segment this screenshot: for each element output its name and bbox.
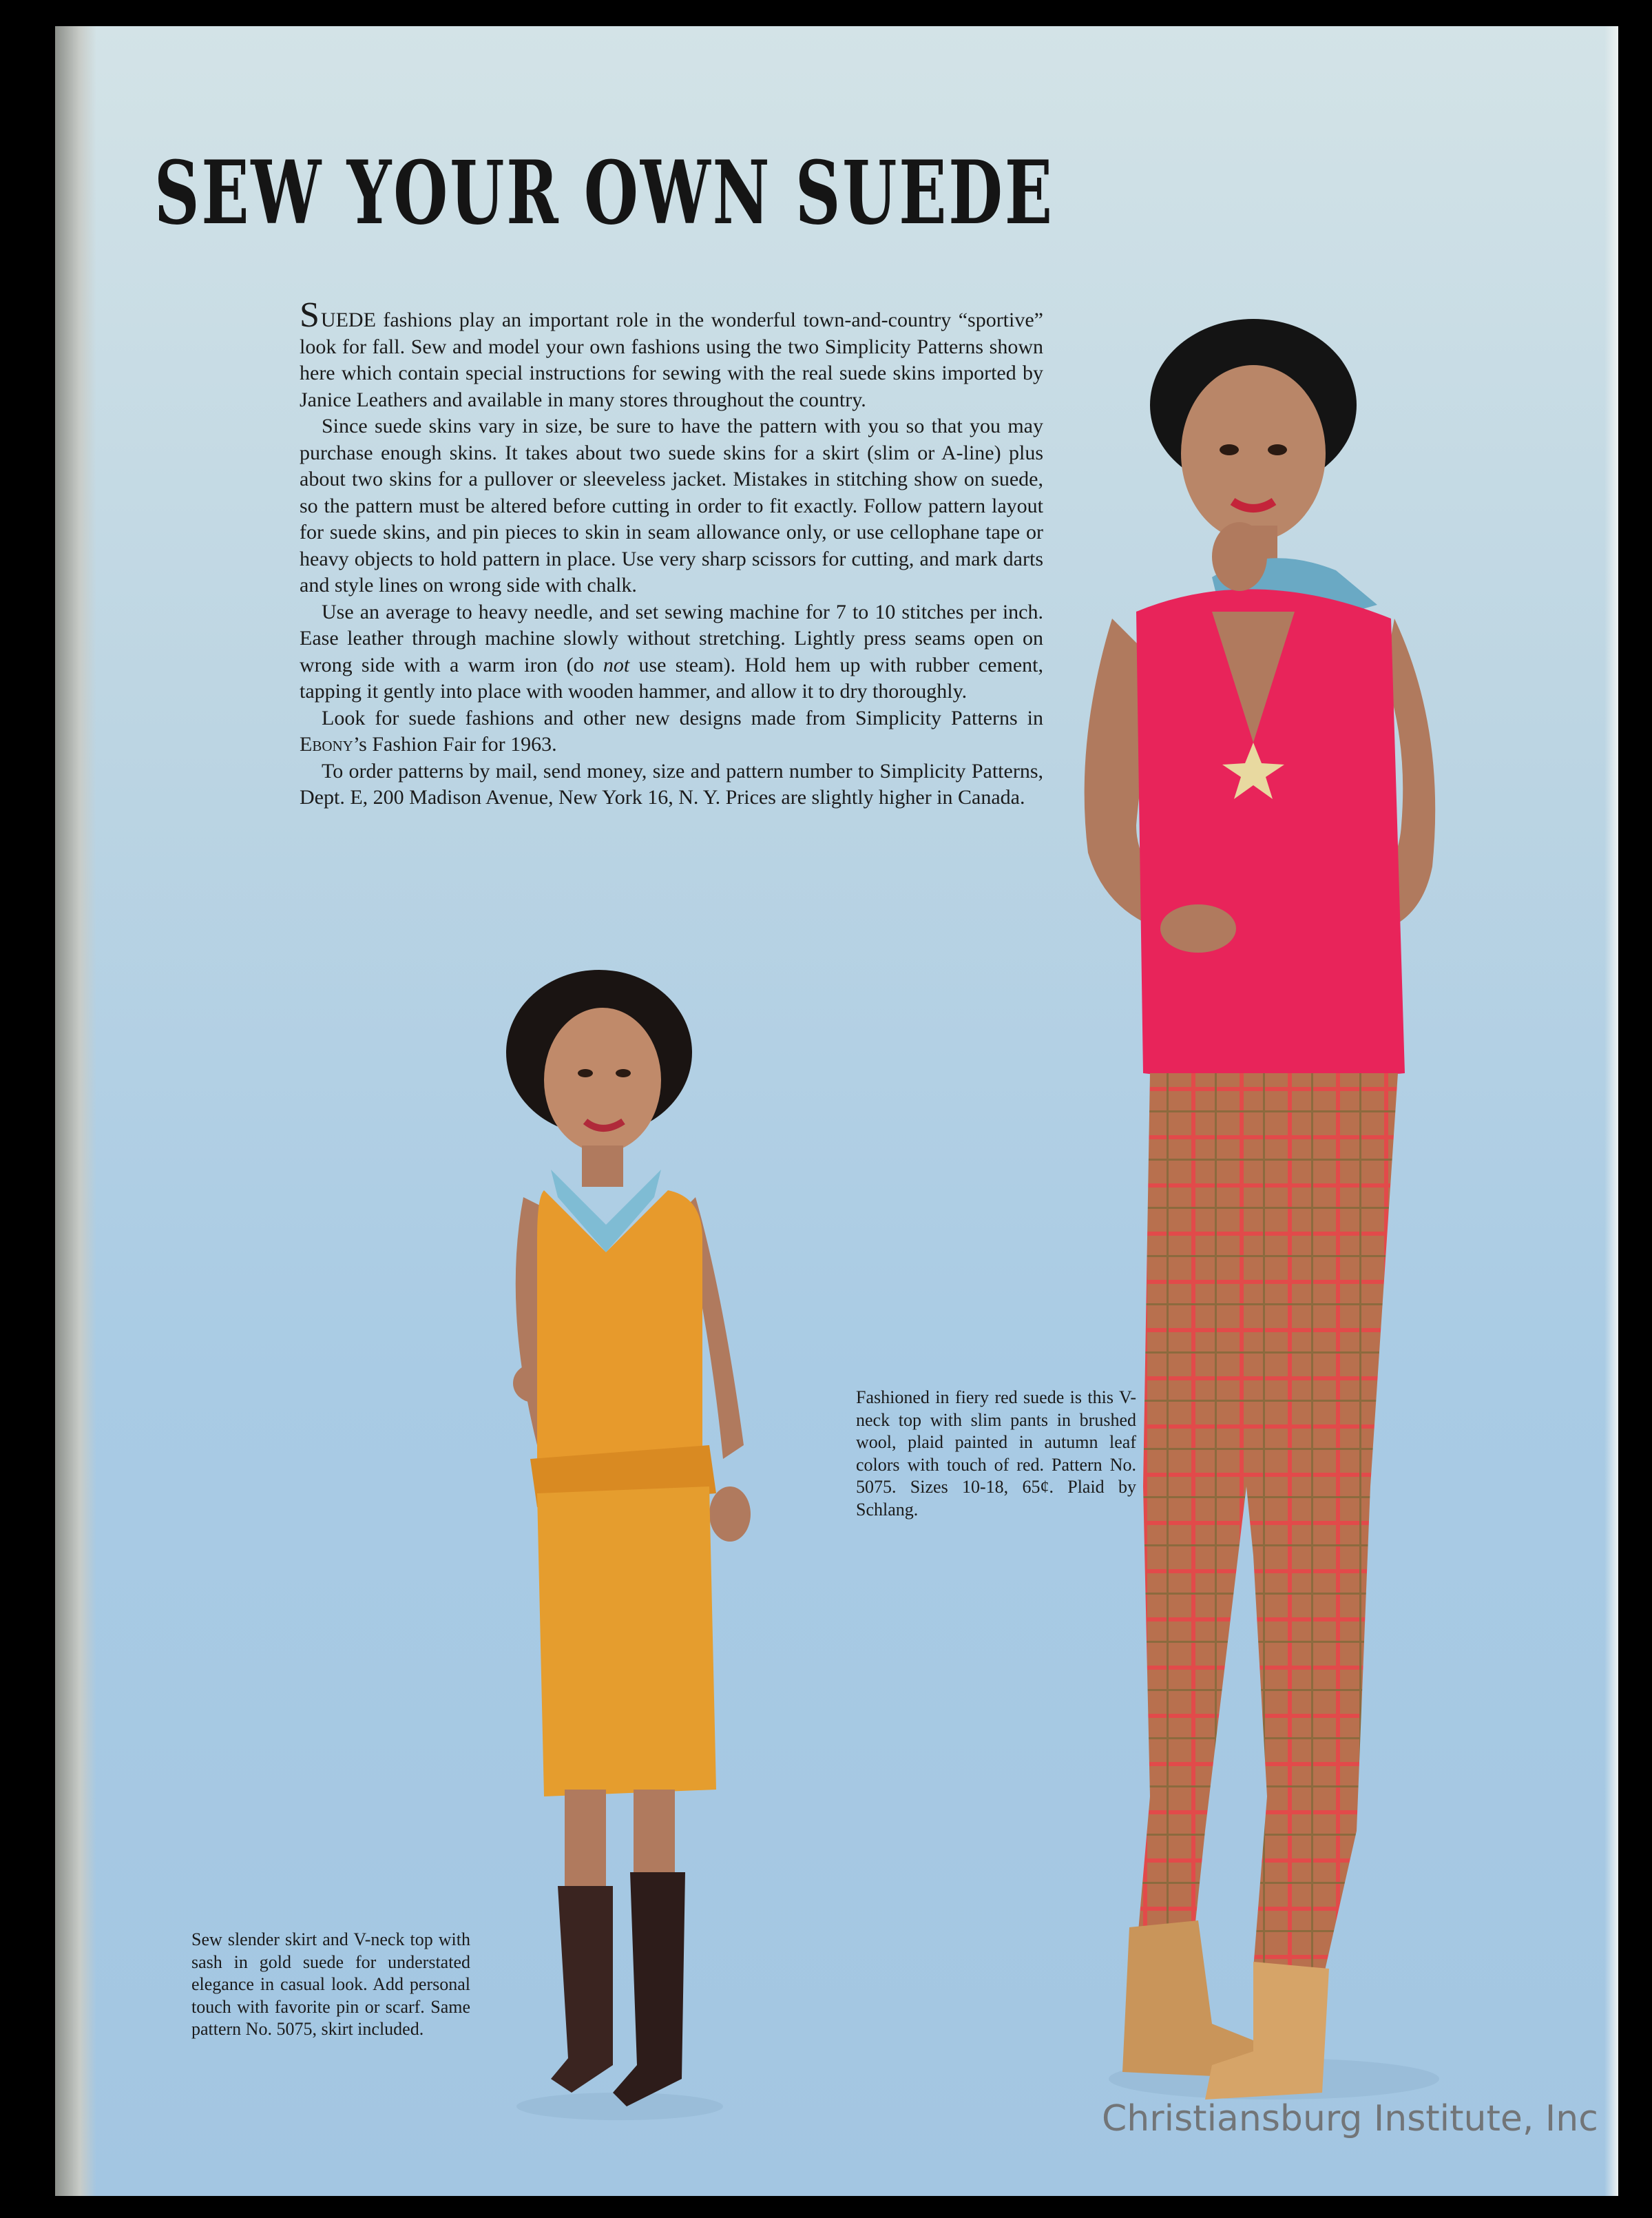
paragraph-5: To order patterns by mail, send money, size and pattern number to Simplicity Patterns, Dept. E, 200 Madison Avenue, New York 16, N. Y. Prices are slightly higher in Canada. [300, 759, 1043, 809]
page-gutter [55, 26, 96, 2196]
watermark: Christiansburg Institute, Inc [1102, 2098, 1598, 2139]
magazine-page [55, 26, 1618, 2196]
paragraph-3: Use an average to heavy needle, and set sewing machine for 7 to 10 stitches per inch. Ease leather through machine slowly without stretching. Lightly press seams open on wrong side with a warm iron (do not use steam). Hold hem up with rubber cement, tapping it gently into place with wooden hammer, and allow it to dry thoroughly. [300, 600, 1043, 703]
caption-red-suede: Fashioned in fiery red suede is this V-neck top with slim pants in brushed wool, plaid painted in autumn leaf colors with touch of red. Pattern No. 5075. Sizes 10-18, 65¢. Plaid by Schlang. [856, 1387, 1136, 1520]
facing-page-edge [1604, 26, 1618, 2196]
caption-gold-suede: Sew slender skirt and V-neck top with sash in gold suede for understated elegance in casual look. Add personal touch with favorite pin or scarf. Same pattern No. 5075, skirt included. [191, 1929, 470, 2039]
paragraph-4: Look for suede fashions and other new designs made from Simplicity Patterns in Ebony’s Fashion Fair for 1963. [300, 706, 1043, 756]
photo-model-red-top [1047, 315, 1501, 2113]
headline: SEW YOUR OWN SUEDE [154, 142, 1054, 244]
photo-model-gold-dress [448, 963, 806, 2134]
drop-cap: S [300, 296, 320, 335]
paragraph-1: SUEDE fashions play an important role in the wonderful town-and-country “sportive” look for fall. Sew and model your own fashions using the two Simplicity Patterns shown here which contain special instructions for sewing with the real suede skins imported by Janice Leathers and available in many stores throughout the country. [300, 296, 1043, 411]
article-body [300, 296, 1043, 811]
paragraph-2: Since suede skins vary in size, be sure to have the pattern with you so that you may purchase enough skins. It takes about two suede skins for a skirt (slim or A-line) plus about two skins for a pullover or sleeveless jacket. Mistakes in stitching show on suede, so the pattern must be altered before cutting in order to fit exactly. Follow pattern layout for suede skins, and pin pieces to skin in seam allowance only, or use cellophane tape or heavy objects to hold pattern in place. Use very sharp scissors for cutting, and mark darts and style lines on wrong side with chalk. [300, 415, 1043, 597]
